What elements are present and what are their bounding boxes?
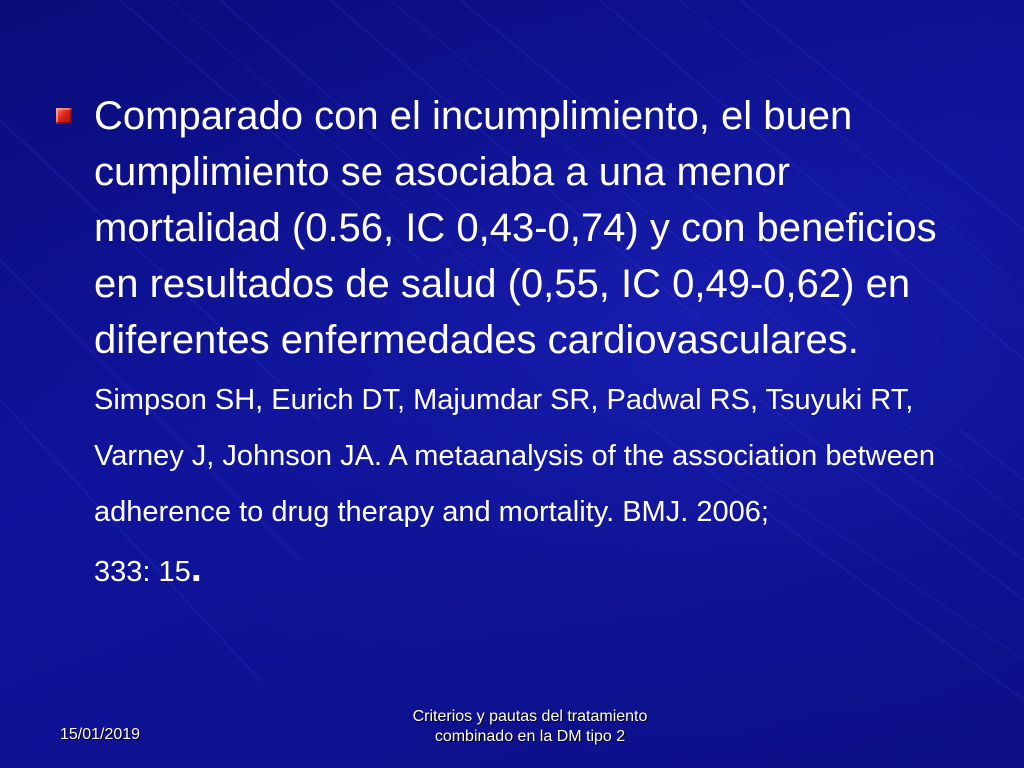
reference-end: . bbox=[190, 546, 202, 590]
footer-title-line2: combinado en la DM tipo 2 bbox=[434, 728, 626, 745]
reference-tail bbox=[94, 548, 956, 592]
footer-date: 15/01/2019 bbox=[60, 726, 141, 743]
square-bullet-icon bbox=[56, 108, 72, 124]
footer-title bbox=[360, 707, 700, 747]
reference-text: Simpson SH, Eurich DT, Majumdar SR, Padwal RS, Tsuyuki RT, Varney J, Johnson JA. A metaanalysis of the association between adherence to drug therapy and mortality. BMJ. 2006; bbox=[94, 384, 935, 528]
statement-text: Comparado con el incumplimiento, el buen cumplimiento se asociaba a una menor mortalidad (0.56, IC 0,43-0,74) y con beneficios en resultados de salud (0,55, IC 0,49-0,62) en diferentes enfermedades cardiovasculares. bbox=[94, 94, 937, 362]
reference-volume: 333: 15 bbox=[94, 556, 191, 588]
footer-title-line1: Criterios y pautas del tratamiento bbox=[412, 708, 648, 725]
main-statement bbox=[94, 88, 956, 536]
bullet-text bbox=[94, 88, 956, 592]
